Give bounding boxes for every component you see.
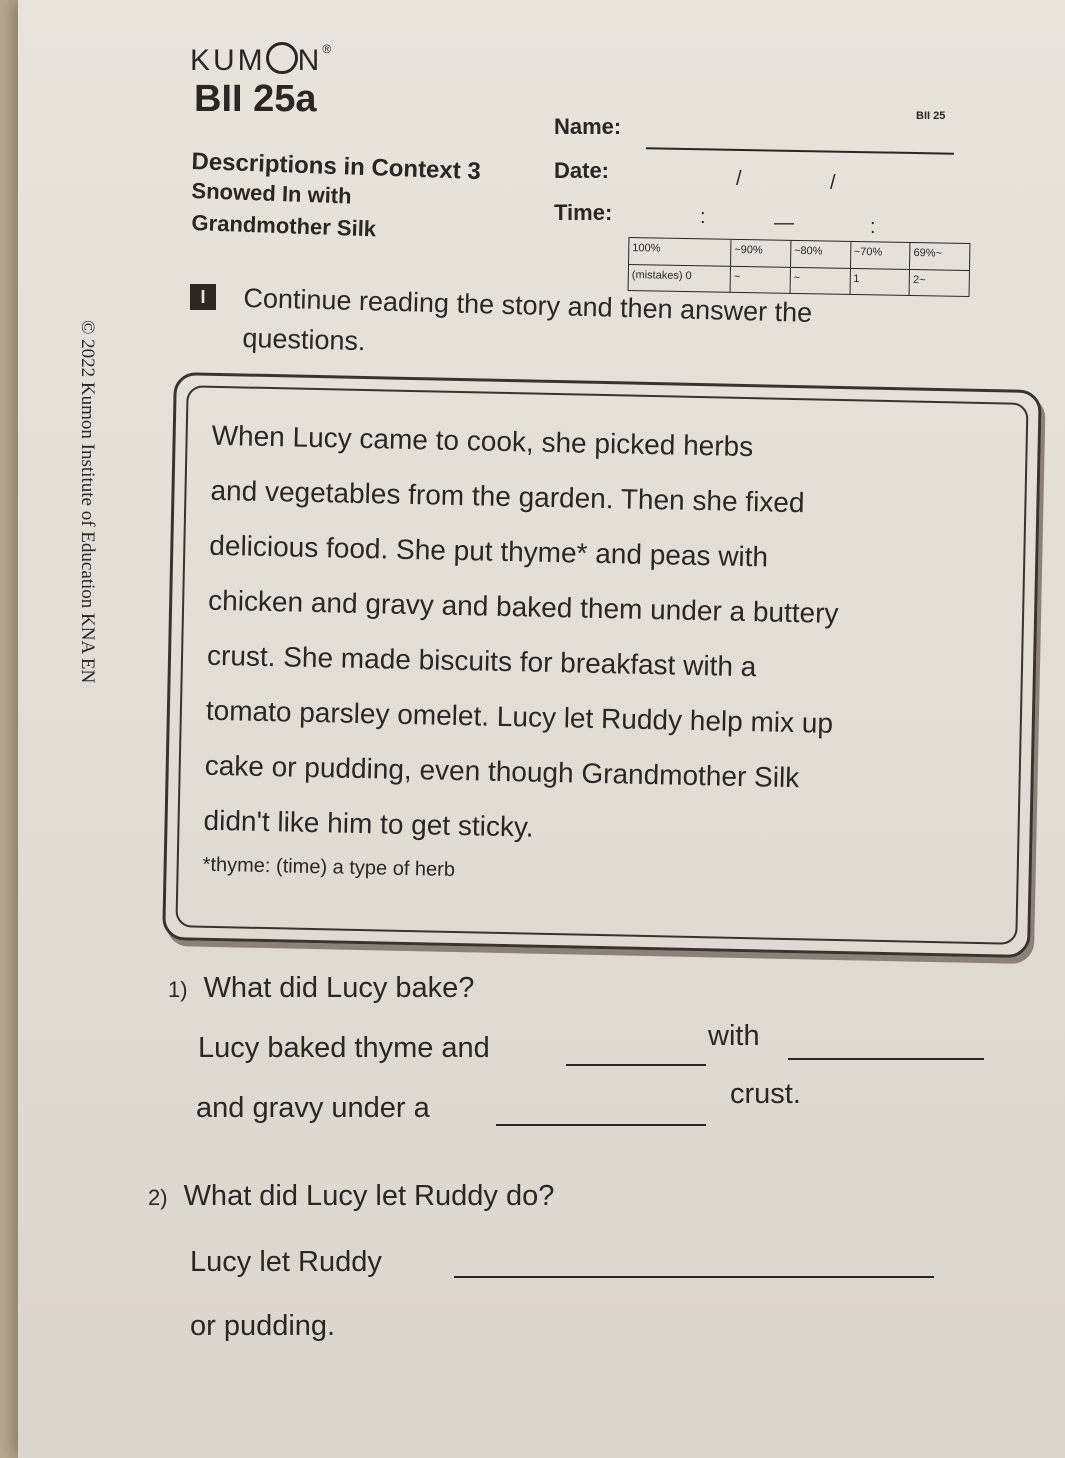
name-field[interactable] bbox=[646, 147, 954, 154]
logo-text-end: N bbox=[297, 44, 323, 77]
answer-text: with bbox=[708, 1020, 760, 1052]
question-number: 2) bbox=[148, 1185, 168, 1210]
question-2-prompt bbox=[148, 1180, 554, 1213]
score-header-cell: 69%~ bbox=[913, 246, 943, 260]
score-row-label: (mistakes) 0 bbox=[629, 265, 731, 293]
answer-text: and gravy under a bbox=[196, 1092, 430, 1124]
score-table bbox=[628, 237, 971, 297]
question-text: What did Lucy let Ruddy do? bbox=[183, 1180, 555, 1212]
worksheet-title: Descriptions in Context 3 bbox=[191, 148, 482, 186]
worksheet-page bbox=[18, 0, 1065, 1458]
date-label: Date: bbox=[554, 158, 610, 183]
name-label: Name: bbox=[554, 114, 622, 139]
score-header-cell: 100% bbox=[629, 238, 731, 266]
copyright-text: © 2022 Kumon Institute of Education KNA EN bbox=[77, 320, 98, 684]
story-line: delicious food. She put thyme* and peas with bbox=[209, 529, 769, 573]
story-line: chicken and gravy and baked them under a buttery bbox=[207, 584, 839, 629]
answer-blank-1[interactable] bbox=[566, 1064, 706, 1066]
answer-blank-3[interactable] bbox=[496, 1124, 706, 1126]
question-number: 1) bbox=[168, 977, 188, 1002]
logo-text: KUM bbox=[190, 44, 266, 77]
story-line: and vegetables from the garden. Then she fixed bbox=[210, 474, 805, 519]
story-title-line-1: Snowed In with bbox=[191, 178, 353, 209]
answer-text: Lucy let Ruddy bbox=[190, 1246, 382, 1278]
score-header-cell: ~80% bbox=[791, 241, 851, 268]
answer-text: or pudding. bbox=[190, 1310, 336, 1342]
story-line: crust. She made biscuits for breakfast with a bbox=[206, 639, 757, 683]
score-cell: 2~ bbox=[912, 273, 926, 287]
time-separator: : bbox=[700, 206, 706, 228]
kumon-logo bbox=[190, 42, 334, 78]
instruction-text: Continue reading the story and then answer the questions. bbox=[242, 282, 813, 357]
answer-text: Lucy baked thyme and bbox=[198, 1032, 490, 1064]
answer-blank-2[interactable] bbox=[788, 1058, 984, 1060]
answer-text: crust. bbox=[730, 1078, 801, 1110]
time-dash: — bbox=[774, 212, 794, 234]
time-label: Time: bbox=[554, 200, 613, 225]
story-line: When Lucy came to cook, she picked herbs bbox=[211, 419, 754, 463]
story-line: tomato parsley omelet. Lucy let Ruddy help mix up bbox=[205, 694, 834, 739]
score-cell: ~ bbox=[731, 267, 791, 294]
story-line: cake or pudding, even though Grandmother Silk bbox=[204, 749, 800, 794]
story-box bbox=[162, 372, 1042, 958]
footnote: *thyme: (time) a type of herb bbox=[202, 853, 456, 881]
question-text: What did Lucy bake? bbox=[203, 972, 475, 1004]
time-separator: : bbox=[870, 216, 876, 238]
score-header-cell: ~90% bbox=[731, 240, 791, 267]
worksheet-subcode: BII 25 bbox=[916, 110, 946, 122]
story-passage bbox=[203, 408, 992, 864]
question-1-prompt bbox=[168, 972, 474, 1005]
instruction-number: I bbox=[190, 284, 216, 310]
score-cell: ~ bbox=[790, 268, 850, 295]
story-line: didn't like him to get sticky. bbox=[203, 804, 534, 843]
worksheet-code: BII 25a bbox=[194, 78, 317, 120]
logo-registered: ® bbox=[322, 42, 335, 56]
logo-circle-icon bbox=[266, 42, 298, 74]
date-separator: / bbox=[736, 168, 742, 190]
story-title-line-2: Grandmother Silk bbox=[191, 210, 377, 242]
answer-blank-4[interactable] bbox=[454, 1276, 934, 1278]
score-cell: 1 bbox=[850, 269, 910, 296]
score-header-cell: ~70% bbox=[850, 242, 910, 269]
date-separator: / bbox=[830, 172, 836, 194]
